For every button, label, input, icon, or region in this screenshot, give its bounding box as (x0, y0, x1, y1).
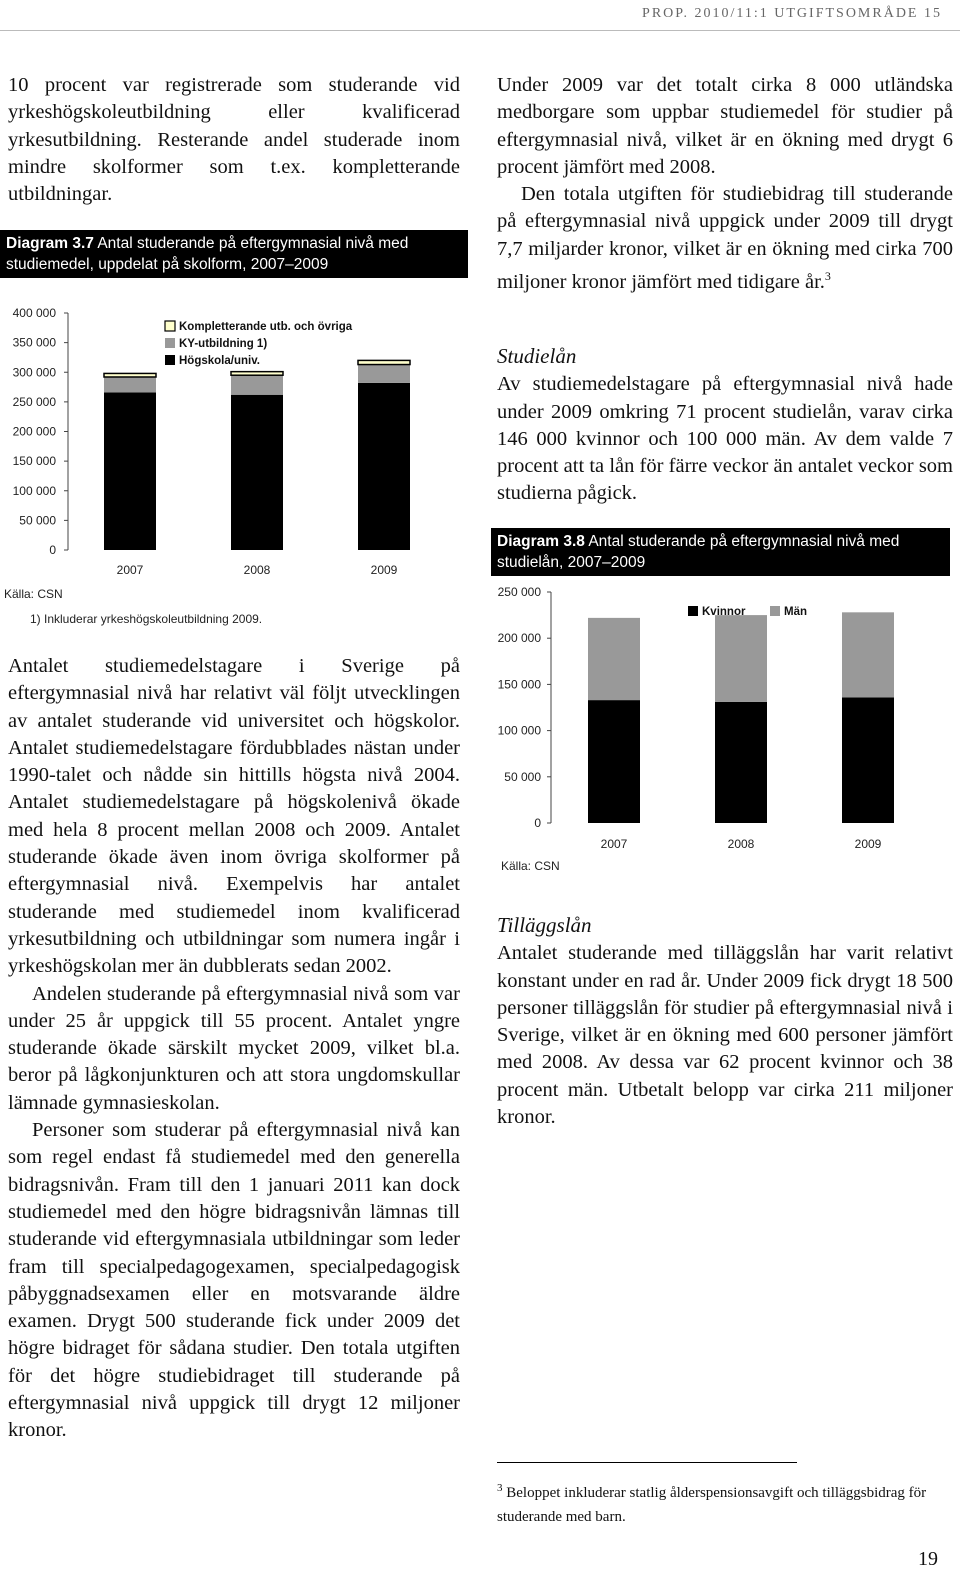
diagram-3-7-note: 1) Inkluderar yrkeshögskoleutbildning 2009. (30, 612, 263, 626)
y-tick-label: 100 000 (12, 483, 56, 498)
bar-män-2007 (588, 618, 640, 700)
studielan-section (497, 343, 953, 508)
diagram-3-7-label: Diagram 3.7 (6, 235, 94, 252)
diagram-3-8-title: Antal studerande på eftergymnasial nivå med studielån, 2007–2009 (497, 533, 900, 571)
left-body (8, 653, 460, 1445)
x-tick-label: 2008 (727, 837, 755, 851)
header-rule (0, 30, 960, 31)
diagram-3-7-chart (0, 300, 470, 640)
bar-kvinnor-2009 (842, 697, 894, 823)
y-tick-label: 150 000 (497, 677, 541, 692)
y-tick-label: 150 000 (12, 454, 56, 469)
bar-ky-utbildning-1--2007 (104, 377, 156, 392)
bar-kompletterande-utb-och-övriga-2008 (231, 372, 283, 376)
x-tick-label: 2009 (370, 563, 398, 577)
left-intro (8, 72, 460, 208)
legend-swatch (165, 321, 175, 331)
intro-paragraph: 10 procent var registrerade som studerande vid yrkeshögskoleutbildning eller kvalificerad yrkesutbildning. Resterande andel studerade inom mindre skolformer som t.ex. kompletterande utbildningar. (8, 74, 460, 206)
right-top (497, 72, 953, 296)
legend-swatch (770, 606, 780, 616)
studielan-heading: Studielån (497, 344, 577, 368)
diagram-3-7-title: Antal studerande på eftergymnasial nivå med studiemedel, uppdelat på skolform, 2007–2009 (6, 235, 409, 273)
bar-män-2009 (842, 612, 894, 697)
legend-swatch (165, 338, 175, 348)
studielan-paragraph: Av studiemedelstagare på eftergymnasial nivå hade under 2009 omkring 71 procent studielån, varav cirka 146 000 kvinnor och 100 000 män. Av dem valde 7 procent att ta lån för färre veckor än antalet veckor som studierna pågick. (497, 373, 953, 505)
x-tick-label: 2007 (116, 563, 144, 577)
y-tick-label: 200 000 (497, 631, 541, 646)
bar-ky-utbildning-1--2008 (231, 375, 283, 395)
diagram-3-7-heading (0, 230, 468, 278)
right-paragraph-2 (497, 181, 953, 296)
diagram-3-8-label: Diagram 3.8 (497, 533, 585, 550)
body-paragraph-1: Antalet studiemedelstagare i Sverige på eftergymnasial nivå har relativt väl följt utvecklingen av antalet studerande vid universitet och högskolor. Antalet studiemedelstagare fördubblades nästan under 1990-talet och nådde sin hittills högsta nivå 2004. Antalet studiemedelstagare på högskolenivå ökade med hela 8 procent mellan 2008 och 2009. Antalet studerande ökade även inom övriga skolformer på eftergymnasial nivå. Exempelvis har antalet studerande med studiemedel inom kvalificerad yrkesutbildning och utbildningar som numera ingår i yrkeshögskolan mer än dubblerats sedan 2002. (8, 655, 460, 978)
y-tick-label: 50 000 (504, 769, 541, 784)
legend-label: Högskola/univ. (179, 355, 260, 367)
y-tick-label: 400 000 (12, 306, 56, 320)
bar-högskola-univ--2009 (358, 383, 410, 550)
footnote-number: 3 (497, 1482, 503, 1494)
diagram-3-7-source: Källa: CSN (4, 587, 63, 601)
bar-högskola-univ--2008 (231, 395, 283, 550)
diagram-3-8-source: Källa: CSN (501, 859, 560, 873)
y-tick-label: 0 (49, 543, 56, 557)
right-paragraph-1: Under 2009 var det totalt cirka 8 000 utländska medborgare som uppbar studiemedel för studier på eftergymnasial nivå, vilket är en ökning med drygt 6 procent jämfört med 2008. (497, 74, 953, 178)
bar-män-2008 (715, 615, 767, 702)
y-tick-label: 250 000 (12, 394, 56, 409)
bar-kompletterande-utb-och-övriga-2007 (104, 373, 156, 377)
y-tick-label: 0 (534, 816, 541, 830)
y-tick-label: 200 000 (12, 424, 56, 439)
bar-kompletterande-utb-och-övriga-2009 (358, 360, 410, 364)
body-paragraph-2: Andelen studerande på eftergymnasial nivå som var under 25 år uppgick till 55 procent. Antalet yngre studerande ökade särskilt mycket 2009, vilket bl.a. beror på lågkonjunkturen och att stora ungdomskullar lämnade gymnasieskolan. (8, 982, 460, 1114)
tillaggslan-heading: Tilläggslån (497, 913, 592, 937)
y-tick-label: 100 000 (497, 723, 541, 738)
legend-swatch (688, 606, 698, 616)
x-tick-label: 2009 (854, 837, 882, 851)
diagram-3-8-heading (491, 528, 950, 576)
right-paragraph-2-text: Den totala utgiften för studiebidrag till studerande på eftergymnasial nivå uppgick under 2009 till drygt 7,7 miljarder kronor, vilket är en ökning med cirka 700 miljoner kronor jämfört med tidigare år. (497, 183, 953, 293)
bar-kvinnor-2008 (715, 702, 767, 823)
y-tick-label: 300 000 (12, 365, 56, 380)
y-tick-label: 250 000 (497, 585, 541, 599)
x-tick-label: 2007 (600, 837, 628, 851)
page-number: 19 (918, 1548, 938, 1570)
tillaggslan-paragraph: Antalet studerande med tilläggslån har varit relativt konstant under en rad år. Under 2009 fick drygt 18 500 personer tilläggslån för studier på eftergymnasial nivå i Sverige, vilket är en ökning med 600 personer jämfört med 2008. Av dessa var 62 procent kvinnor och 38 procent män. Utbetalt belopp var cirka 211 miljoner kronor. (497, 942, 953, 1129)
bar-kvinnor-2007 (588, 700, 640, 823)
legend-label: Män (784, 606, 807, 618)
body-paragraph-3: Personer som studerar på eftergymnasial nivå kan som regel endast få studiemedel med den generella bidragsnivån. Fram till den 1 januari 2011 kan dock studiemedel med den högre bidragsnivån lämnas till studerande vid eftergymnasiala utbildningar som leder fram till specialpedagogexamen, specialpedagogisk påbyggnadsexamen eller en motsvarande äldre examen. Drygt 500 studerande fick under 2009 det högre bidraget för sådana studier. Den totala utgiften för det högre studiebidraget till studerande på eftergymnasial nivå uppgick till drygt 12 miljoner kronor. (8, 1119, 460, 1442)
legend-label: Kvinnor (702, 606, 746, 618)
legend-label: Kompletterande utb. och övriga (179, 321, 353, 333)
legend-label: KY-utbildning 1) (179, 338, 268, 350)
y-tick-label: 350 000 (12, 335, 56, 350)
bar-ky-utbildning-1--2009 (358, 365, 410, 383)
running-head: PROP. 2010/11:1 UTGIFTSOMRÅDE 15 (642, 6, 942, 21)
tillaggslan-section (497, 912, 953, 1131)
x-tick-label: 2008 (243, 563, 271, 577)
footnote-text: Beloppet inkluderar statlig ålderspensionsavgift och tilläggsbidrag för studerande med barn. (497, 1485, 927, 1525)
legend-swatch (165, 355, 175, 365)
footnote-rule (497, 1462, 797, 1463)
bar-högskola-univ--2007 (104, 392, 156, 550)
footnote-ref: 3 (824, 269, 831, 284)
y-tick-label: 50 000 (19, 513, 56, 528)
diagram-3-8-chart (491, 578, 951, 888)
footnote (497, 1476, 953, 1529)
